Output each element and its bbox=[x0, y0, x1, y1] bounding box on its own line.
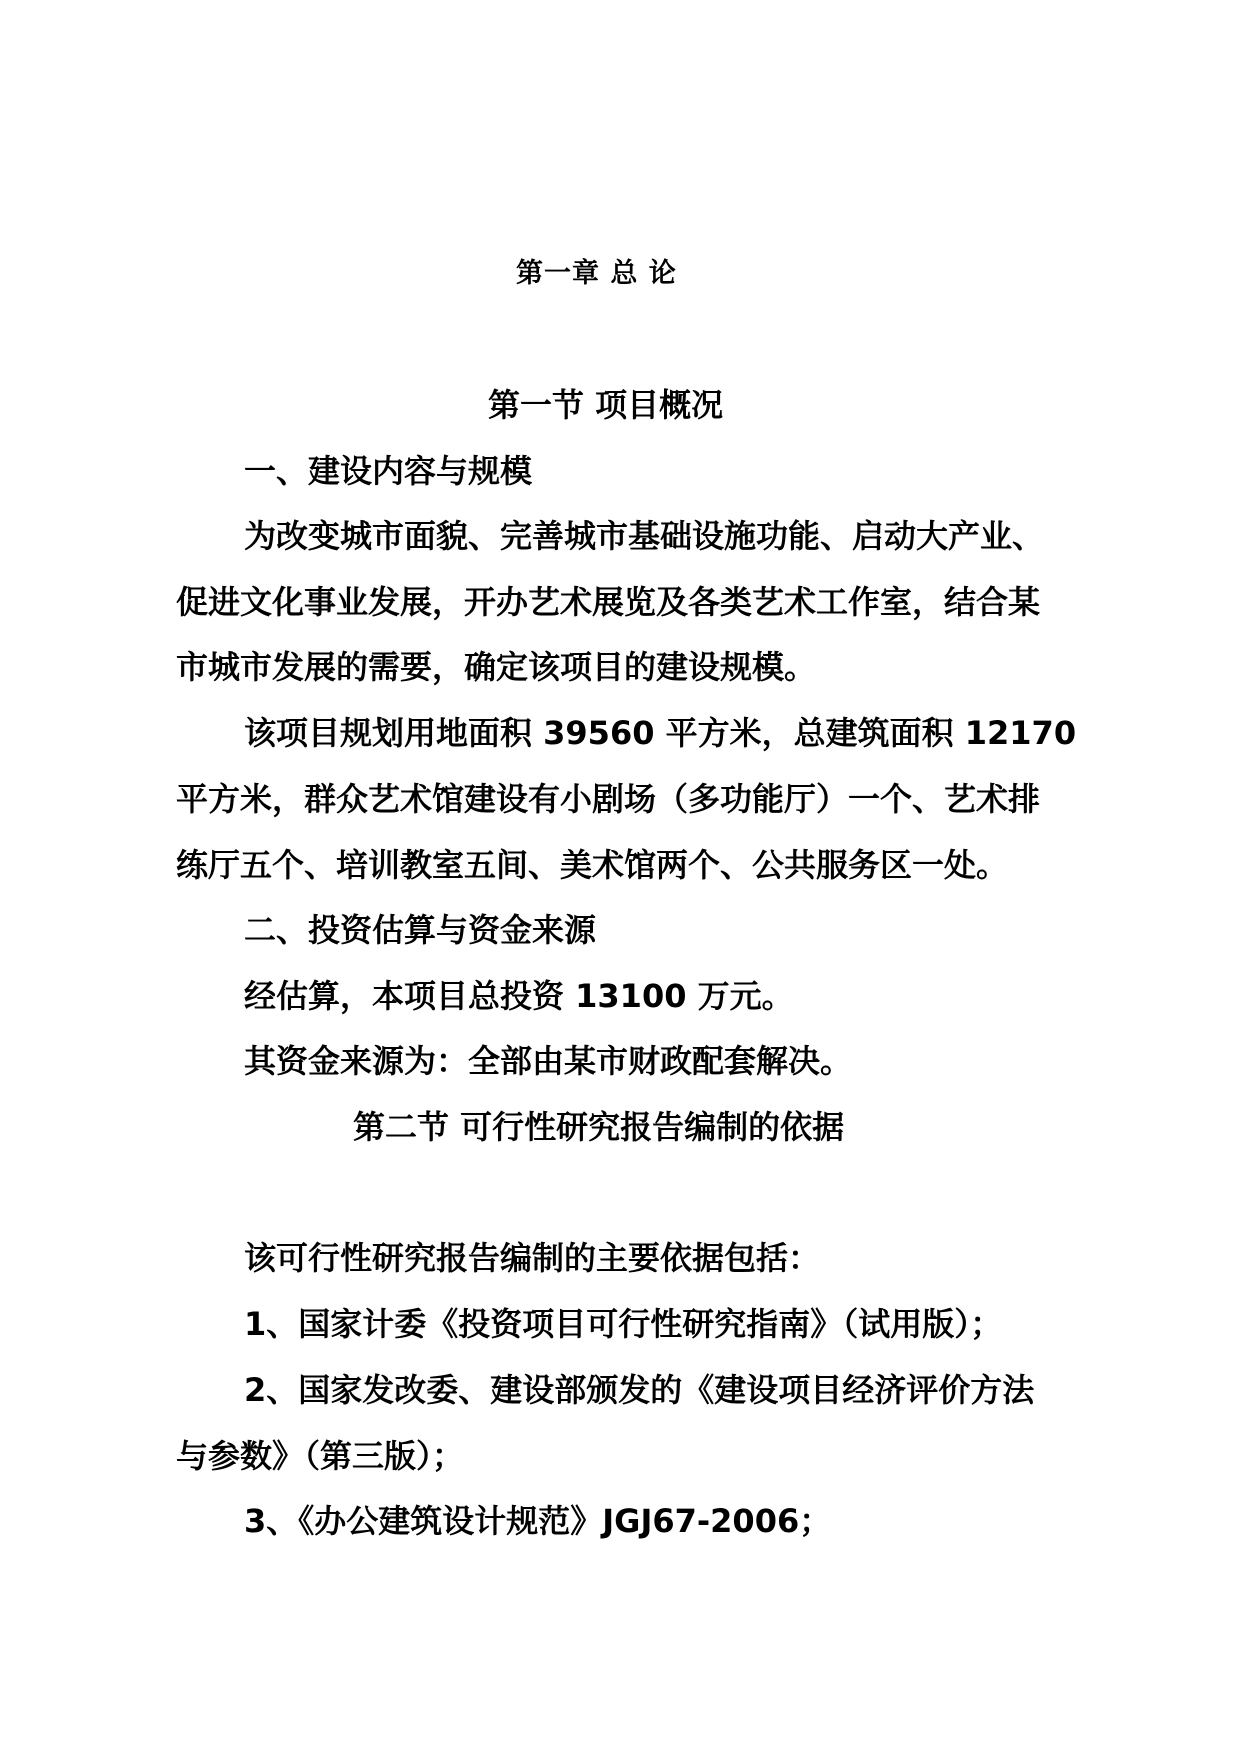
paragraph-line: 促进文化事业发展，开办艺术展览及各类艺术工作室，结合某 bbox=[176, 583, 1041, 621]
paragraph-line: 练厅五个、培训教室五间、美术馆两个、公共服务区一处。 bbox=[176, 846, 1009, 884]
paragraph-line: 该项目规划用地面积 39560 平方米，总建筑面积 12170 bbox=[244, 714, 1077, 752]
paragraph-line: 其资金来源为：全部由某市财政配套解决。 bbox=[244, 1042, 853, 1080]
paragraph-line: 平方米，群众艺术馆建设有小剧场（多功能厅）一个、艺术排 bbox=[176, 780, 1041, 818]
list-item: 1、国家计委《投资项目可行性研究指南》（试用版）； bbox=[244, 1305, 1003, 1343]
paragraph-line: 市城市发展的需要，确定该项目的建设规模。 bbox=[176, 648, 817, 686]
chapter-title: 第一章 总 论 bbox=[516, 258, 677, 289]
section-title: 第二节 可行性研究报告编制的依据 bbox=[353, 1108, 845, 1146]
list-item: 3、《办公建筑设计规范》JGJ67-2006； bbox=[244, 1502, 832, 1540]
list-item-continuation: 与参数》（第三版）； bbox=[176, 1437, 465, 1475]
paragraph-line: 经估算，本项目总投资 13100 万元。 bbox=[244, 977, 794, 1015]
section-title: 第一节 项目概况 bbox=[488, 386, 724, 424]
list-item: 2、国家发改委、建设部颁发的《建设项目经济评价方法 bbox=[244, 1371, 1035, 1409]
subsection-heading: 二、投资估算与资金来源 bbox=[244, 911, 597, 949]
paragraph-line: 该可行性研究报告编制的主要依据包括： bbox=[244, 1239, 821, 1277]
subsection-heading: 一、建设内容与规模 bbox=[244, 452, 533, 490]
paragraph-line: 为改变城市面貌、完善城市基础设施功能、启动大产业、 bbox=[244, 517, 1045, 555]
